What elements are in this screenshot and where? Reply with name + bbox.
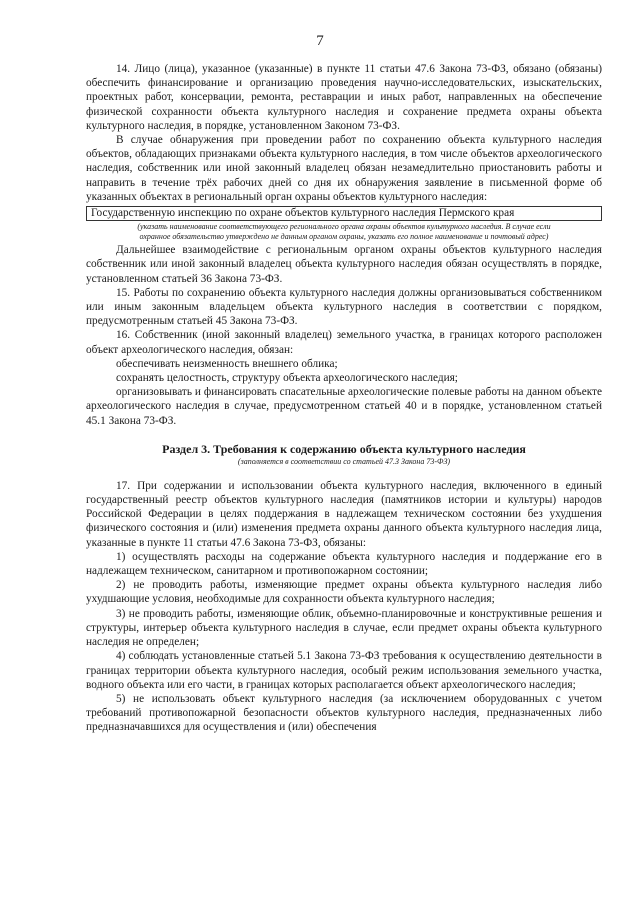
list-item-integrity: сохранять целостность, структуру объекта археологического наследия;	[116, 372, 458, 385]
list-item-5: 5) не использовать объект культурного наследия (за исключением оборудованных с учетом требований противопожарной безопасности объектов культурного наследия, предназначенных либо предназначавшихся для осуществления и (или) обеспечения	[86, 692, 602, 734]
paragraph-15: 15. Работы по сохранению объекта культурного наследия должны организовываться собственником или иным законным владельцем объекта культурного наследия в соответствии с порядком, предусмотренным статьей 45 Закона 73-ФЗ.	[86, 286, 602, 328]
paragraph-discovery: В случае обнаружения при проведении работ по сохранению объекта культурного наследия объектов, обладающих признаками объекта культурного наследия, в том числе объектов археологического наследия, собственник или иной законный владелец обязан незамедлительно приостановить работы и направить в течение трёх рабочих дней со дня их обнаружения заявление в письменной форме об указанных объектах в региональный орган охраны объектов культурного наследия:	[86, 134, 602, 203]
paragraph-17: 17. При содержании и использовании объекта культурного наследия, включенного в единый государственный реестр объектов культурного наследия (памятников истории и культуры) народов Российской Федерации в целях поддержания в надлежащем техническом состоянии без ухудшения физического состояния и (или) изменения предмета охраны данного объекта культурного наследия лица, указанные в пункте 11 статьи 47.6 Закона 73-ФЗ, обязаны:	[86, 479, 602, 549]
list-item-appearance: обеспечивать неизменность внешнего облика;	[116, 357, 338, 370]
list-item-3: 3) не проводить работы, изменяющие облик, объемно-планировочные и конструктивные решения и структуры, интерьер объекта культурного наследия в случае, если предмет охраны объекта культурного наследия не определен;	[86, 607, 602, 649]
section-3-title: Раздел 3. Требования к содержанию объекта культурного наследия	[162, 441, 526, 456]
list-item-rescue-works: организовывать и финансировать спасательные археологические полевые работы на данном объекте археологического наследия в случае, предусмотренном статьей 40 и в порядке, установленном статьей 45.1 Закона 73-ФЗ.	[86, 386, 602, 427]
document-body	[86, 62, 602, 735]
list-item-2: 2) не проводить работы, изменяющие предмет охраны объекта культурного наследия либо ухудшающие условия, необходимые для сохранности объекта культурного наследия;	[86, 579, 602, 606]
paragraph-14: 14. Лицо (лица), указанное (указанные) в пункте 11 статьи 47.6 Закона 73-ФЗ, обязано (обязаны) обеспечить финансирование и организацию проведения научно-исследовательских, изыскательских, проектных работ, консервации, ремонта, реставрации и иных работ, направленных на обеспечение физической сохранности объекта культурного наследия и сохранение предмета охраны объекта культурного наследия, в порядке, установленном Законом 73-ФЗ.	[86, 63, 602, 132]
authority-fill-field: Государственную инспекцию по охране объектов культурного наследия Пермского края	[86, 206, 602, 221]
list-item-1: 1) осуществлять расходы на содержание объекта культурного наследия и поддержание его в надлежащем техническом, санитарном и противопожарном состоянии;	[86, 550, 602, 578]
section-3-subtitle: (заполняется в соответствии со статьей 47.3 Закона 73-ФЗ)	[237, 456, 451, 466]
paragraph-interaction: Дальнейшее взаимодействие с региональным органом охраны объектов культурного наследия собственник или иной законный владелец объекта культурного наследия обязан осуществлять в порядке, установленном статьей 36 Закона 73-ФЗ.	[86, 244, 602, 285]
list-item-4: 4) соблюдать установленные статьей 5.1 Закона 73-ФЗ требования к осуществлению деятельности в границах территории объекта культурного наследия, особый режим использования земельного участка, водного объекта или его части, в границах которых располагается объект археологического наследия;	[86, 650, 602, 691]
authority-fill-note: (указать наименование соответствующего регионального органа охраны объектов культурного наследия. В случае если охранное обязательство утверждено не данным органом охраны, указать его полное наименование и почтовый адрес)	[137, 222, 551, 241]
page-number: 7	[316, 33, 324, 49]
paragraph-16: 16. Собственник (иной законный владелец) земельного участка, в границах которого расположен объект археологического наследия, обязан:	[86, 329, 602, 356]
